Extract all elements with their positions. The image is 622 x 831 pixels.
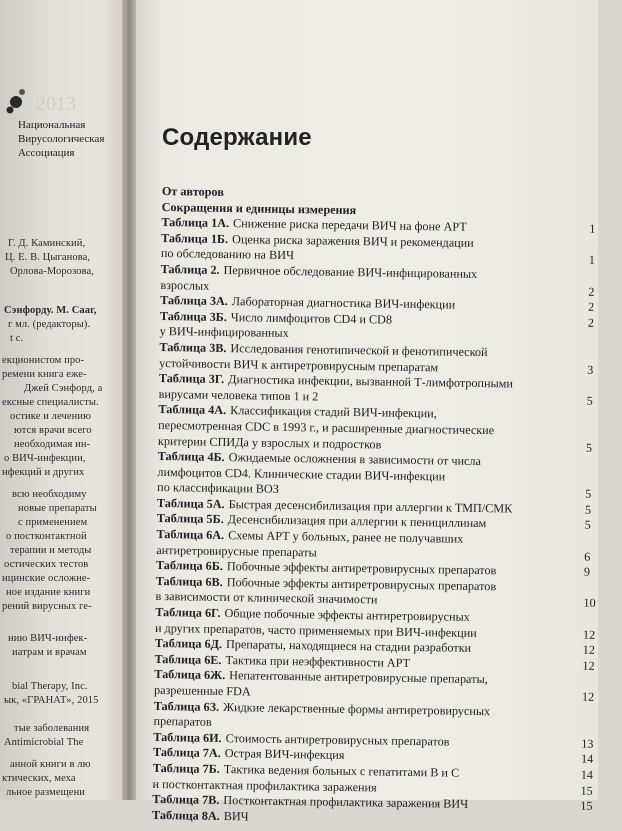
toc-entry-text: Десенсибилизация при аллергии к пенициллинам xyxy=(227,512,487,531)
toc-entry-label: Таблица 6Б. xyxy=(155,558,224,574)
association-name-line: Ассоциация xyxy=(18,147,75,159)
toc-entry-label: Таблица 3А. xyxy=(160,293,228,309)
toc-entry-page: 1 xyxy=(589,221,596,237)
left-text-line: bial Therapy, Inc. xyxy=(12,681,88,692)
toc-entry-text: Жидкие лекарственные формы антиретровирусных xyxy=(223,699,491,718)
toc-entry-label: Таблица 3Б. xyxy=(159,308,227,324)
toc-entry-page: 6 xyxy=(584,549,591,564)
association-name-line: Национальная xyxy=(18,119,86,131)
page-title: Содержание xyxy=(162,124,312,152)
toc-entry-page: 10 xyxy=(583,596,596,611)
left-text-line: ктических, меха xyxy=(2,773,76,784)
toc-entry-label: Таблица 8А. xyxy=(151,807,220,823)
toc-entry-label: Таблица 7В. xyxy=(152,792,220,808)
toc-entry-page: 3 xyxy=(587,362,594,377)
toc-entry-label: Таблица 3В. xyxy=(159,339,227,355)
toc-entry-page: 14 xyxy=(580,752,594,767)
toc-entry-text: Оценка риска заражения ВИЧ и рекомендации xyxy=(231,231,474,250)
toc-entry-label: Таблица 4А. xyxy=(158,402,227,418)
toc-entry-text: Исследования генотипической и фенотипической xyxy=(230,341,488,360)
left-text-line: остических тестов xyxy=(4,559,89,570)
left-text-line: анной книги в лю xyxy=(10,759,91,770)
toc-entry-page: 14 xyxy=(580,767,594,782)
toc-entry-text: От авторов xyxy=(161,184,224,199)
toc-entry-label: Таблица 7Б. xyxy=(152,760,220,776)
left-text-line: терапии и методы xyxy=(10,545,92,556)
toc-entry-label: Таблица 6З. xyxy=(153,698,220,714)
toc-entry-text: Число лимфоцитов CD4 и CD8 xyxy=(230,309,393,327)
left-text-line: льное размещени xyxy=(6,787,86,798)
left-text-line: ное издание книги xyxy=(6,587,91,598)
previous-page xyxy=(0,0,128,800)
toc-entry-page: 15 xyxy=(580,798,593,813)
toc-entry-label: Таблица 6Е. xyxy=(154,651,222,667)
toc-entry-label: Таблица 6А. xyxy=(156,527,225,543)
toc-entry-label: Таблица 1А. xyxy=(161,215,230,231)
toc-entry-text: Стоимость антиретровирусных препаратов xyxy=(225,730,450,749)
left-text-line: с применением xyxy=(18,517,88,528)
toc-entry-page: 2 xyxy=(588,299,595,314)
toc-entry-label: Таблица 3Г. xyxy=(158,371,225,387)
toc-entry-label: Таблица 6И. xyxy=(153,729,222,745)
toc-entry-text: Тактика при неэффективности АРТ xyxy=(225,652,411,670)
toc-entry-text: и других препаратов, часто применяемых при ВИЧ-инфекции xyxy=(154,620,477,640)
toc-entry-text: вирусами человека типов 1 и 2 xyxy=(158,386,319,404)
left-text-line: ются врачи всего xyxy=(14,425,92,436)
toc-entry-page: 5 xyxy=(584,518,591,533)
left-text-line: нфекций и других xyxy=(2,467,85,478)
toc-entry-text: ВИЧ xyxy=(223,808,249,824)
toc-entry-text: препаратов xyxy=(153,714,212,730)
left-text-line: Г. Д. Каминский, xyxy=(8,238,86,249)
toc-entry-page: 13 xyxy=(581,736,594,751)
toc-entry-text: Сокращения и единицы измерения xyxy=(161,199,357,217)
toc-entry-page: 12 xyxy=(582,627,596,642)
toc-entry-text: Непатентованные антиретровирусные препараты, xyxy=(229,668,488,687)
left-text-line: остике и лечению xyxy=(10,411,92,422)
toc-entry-text: Ожидаемые осложнения в зависимости от числа xyxy=(228,450,482,469)
toc-entry-text: Побочные эффекты антиретровирусных препаратов xyxy=(226,574,497,594)
toc-entry-label: Таблица 2. xyxy=(160,261,220,277)
toc-entry-label: Таблица 6В. xyxy=(155,573,223,589)
toc-entry-text: Снижение риска передачи ВИЧ на фоне АРТ xyxy=(232,216,467,234)
left-text-line: ремени книга еже- xyxy=(2,369,87,380)
toc-entry-text: Лабораторная диагностика ВИЧ-инфекции xyxy=(231,294,456,312)
left-text-line: Antimicrobial The xyxy=(4,737,84,748)
left-text-line: ык, «ГРАНАТ», 2015 xyxy=(4,695,99,706)
toc-entry-text: критерии СПИДа у взрослых и подростков xyxy=(157,433,382,451)
toc-entry-page: 15 xyxy=(580,783,593,798)
toc-entry-page: 12 xyxy=(582,658,595,673)
toc-entry-text: Общие побочные эффекты антиретровирусных xyxy=(224,606,470,624)
toc-entry-text: Диагностика инфекции, вызванной Т-лимфотропными xyxy=(228,372,514,391)
toc-entry-text: разрешенные FDA xyxy=(153,682,251,699)
toc-entry-text: взрослых xyxy=(160,277,210,293)
toc-entry-text: и постконтактная профилактика заражения xyxy=(152,776,377,795)
left-text-line: Джей Сэнфорд, а xyxy=(24,383,103,394)
toc-entry-text: антиретровирусные препараты xyxy=(156,542,317,560)
toc-entry-text: Препараты, находящиеся на стадии разработки xyxy=(225,637,472,656)
association-logo xyxy=(6,88,124,118)
left-text-line: о постконтактной xyxy=(6,531,87,542)
left-text-line: Ц. Е. В. Цыганова, xyxy=(5,252,91,263)
left-text-line: о ВИЧ-инфекции, xyxy=(4,453,86,464)
toc-entry-text: Классификация стадий ВИЧ-инфекции, xyxy=(230,403,437,421)
toc-entry-label: Таблица 6Д. xyxy=(154,636,223,652)
contents-page xyxy=(136,0,598,824)
toc-entry-page: 12 xyxy=(581,689,595,704)
svg-text:2013: 2013 xyxy=(36,93,76,115)
toc-entry-page: 5 xyxy=(584,502,592,517)
left-text-line: необходимая ин- xyxy=(14,439,91,450)
left-text-line: t с. xyxy=(10,333,24,344)
toc-entry-text: Постконтактная профилактика заражения ВИЧ xyxy=(223,793,469,812)
toc-entry-text: Острая ВИЧ-инфекция xyxy=(224,746,345,763)
toc-entry-page: 5 xyxy=(586,393,593,408)
toc-entry-page: 5 xyxy=(585,440,593,455)
toc-entry-page: 2 xyxy=(587,315,595,330)
left-text-line: тые заболевания xyxy=(14,723,90,734)
toc-entry-label: Таблица 5Б. xyxy=(156,511,224,527)
toc-entry-page: 2 xyxy=(588,284,595,299)
left-text-line: ицинские осложне- xyxy=(2,573,91,584)
toc-entry-text: по классификации ВОЗ xyxy=(157,480,279,497)
toc-entry-text: у ВИЧ-инфицированных xyxy=(159,324,289,341)
toc-entry-label: Таблица 6Ж. xyxy=(154,667,226,683)
left-text-line: екционистом про- xyxy=(2,355,85,366)
toc-entry-label: Таблица 7А. xyxy=(152,745,221,761)
toc-entry-text: в зависимости от клинической значимости xyxy=(155,589,378,607)
left-text-line: иатрам и врачам xyxy=(12,647,87,658)
toc-entry-label: Таблица 4Б. xyxy=(157,449,225,465)
toc-entry-text: Схемы АРТ у больных, ранее не получавших xyxy=(228,528,464,546)
table-of-contents xyxy=(152,184,622,830)
toc-entry-page: 9 xyxy=(583,564,591,580)
toc-entry-text: Побочные эффекты антиретровирусных препаратов xyxy=(226,559,497,578)
left-text-line: Орлова-Морозова, xyxy=(10,266,95,277)
left-text-line: нию ВИЧ-инфек- xyxy=(8,633,88,644)
left-text-line: ексные специалисты. xyxy=(2,397,99,408)
left-text-line: Сэнфорду. М. Сааг, xyxy=(4,305,97,316)
toc-entry-label: Таблица 1Б. xyxy=(161,230,229,246)
toc-entry-text: Тактика ведения больных с гепатитами В и С xyxy=(223,762,460,780)
left-text-line: новые препараты xyxy=(18,503,97,514)
association-name-line: Вирусологическая xyxy=(18,133,105,145)
toc-entry-text: Первичное обследование ВИЧ-инфицированных xyxy=(223,262,478,281)
toc-entry-text: устойчивости ВИЧ к антиретровирусным препаратам xyxy=(159,355,439,374)
toc-entry-label: Таблица 6Г. xyxy=(155,604,221,621)
left-text-line: рений вирусных ге- xyxy=(2,601,92,612)
toc-entry-text: лимфоцитов CD4. Клинические стадии ВИЧ-инфекции xyxy=(157,464,446,484)
toc-entry-text: Быстрая десенсибилизация при аллергии к ТМП/СМК xyxy=(228,496,513,516)
toc-entry-label: Таблица 5А. xyxy=(156,495,225,511)
toc-entry-text: по обследованию на ВИЧ xyxy=(160,246,295,263)
toc-entry-page: 5 xyxy=(585,486,592,502)
toc-entry-text: пересмотренная CDC в 1993 г., и расширенные диагностические xyxy=(158,417,495,438)
toc-entry-page: 12 xyxy=(582,642,596,658)
left-text-line: всю необходиму xyxy=(12,489,87,500)
left-text-line: г мл. (редакторы). xyxy=(8,319,91,330)
toc-entry-page: 1 xyxy=(588,253,596,268)
association-name xyxy=(18,118,128,160)
